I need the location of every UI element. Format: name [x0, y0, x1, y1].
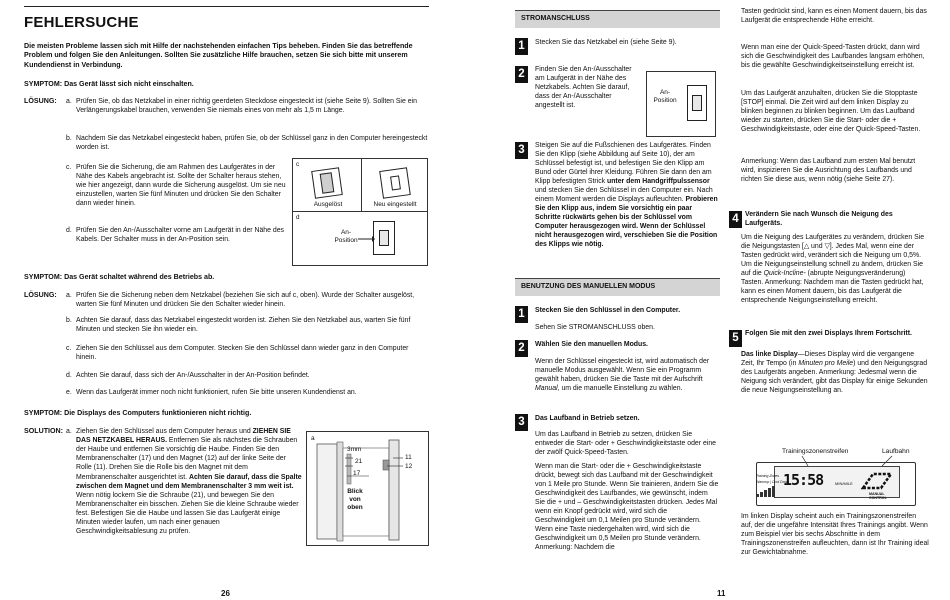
label-3mm: 3mm — [347, 446, 362, 453]
label-21: 21 — [355, 458, 363, 465]
training-zone-label: Trainingszonenstreifen — [782, 448, 849, 455]
manual-step-2: Wählen Sie den manuellen Modus. — [535, 341, 648, 348]
solution-1d: d. Prüfen Sie den An-/Ausschalter vorne am Laufgerät in der Nähe des Kabels. Der Schalter muss in der An-Position sein. — [66, 227, 284, 244]
label-12: 12 — [405, 463, 413, 470]
fig-label-c: c — [296, 161, 300, 168]
manual-step-3: Das Laufband in Betrieb setzen. — [535, 415, 640, 422]
label-11: 11 — [405, 454, 412, 461]
fig-caption-tripped: Ausgelöst — [313, 201, 343, 208]
solution-1b: b. Nachdem Sie das Netzkabel eingesteckt haben, prüfen Sie, ob der Schlüssel ganz in den Computer hereingesteckt worden ist. — [66, 135, 428, 152]
manual-step-1: Stecken Sie den Schlüssel in den Computer. — [535, 307, 681, 314]
power-step-1: Stecken Sie das Netzkabel ein (siehe Seite 9). — [535, 39, 677, 46]
solution-2c: c. Ziehen Sie den Schlüssel aus dem Computer. Stecken Sie den Schlüssel dann wieder ganz in den Computer hinein. — [66, 345, 409, 362]
solution-2e: e. Wenn das Laufgerät immer noch nicht funktioniert, rufen Sie bitte unseren Kundendienst an. — [66, 389, 357, 396]
step-number: 3 — [515, 414, 528, 431]
manual-step-4: Verändern Sie nach Wunsch die Neigung des Laufgeräts. — [745, 211, 893, 227]
loesung-label-1: LÖSUNG: — [24, 97, 57, 105]
tripped-switch-icon — [311, 167, 343, 199]
label-17: 17 — [353, 470, 361, 477]
step-number: 1 — [515, 38, 528, 55]
fig-label-d: d — [296, 214, 300, 221]
step-number: 1 — [515, 306, 528, 323]
fig-caption-on-position: An- Position — [334, 229, 358, 244]
reset-switch-icon — [379, 167, 411, 199]
power-switch-icon — [373, 221, 395, 255]
solution-1c: c. Prüfen Sie die Sicherung, die am Rahmen des Laufgerätes in der Nähe des Kabels angebracht ist. Sollte der Schalter heraus stehen, wie hier angezeigt, dann wurde die Sicherung ausgelöst. Um sie neu einzustellen, warten Sie fünf Minuten und drücken Sie den Schalter dann wieder hinein. — [66, 164, 286, 208]
power-switch-icon — [687, 85, 707, 121]
left-page — [24, 6, 429, 596]
manual-step-2-detail: Wenn der Schlüssel eingesteckt ist, wird automatisch der manuelle Modus ausgewählt. Wenn Sie ein Programm gewählt haben, drücken Sie die Taste mit der Aufschrift Manual, um die manuelle Einstellung zu wählen. — [535, 358, 710, 392]
solution-1a: a. Prüfen Sie, ob das Netzkabel in einer richtig geerdeten Steckdose eingesteckt ist (siehe Seite 9). Sollten Sie ein Verlängerungskabel brauchen, verwenden Sie niemals eines von mehr als 1,5 m Länge. — [66, 98, 417, 115]
on-position-caption: An- Position — [653, 89, 677, 104]
training-zones-tiny: Training Zones — [756, 474, 780, 478]
section-header-manual-mode: BENUTZUNG DES MANUELLEN MODUS — [515, 278, 720, 296]
step-number: 4 — [729, 211, 742, 228]
units-label: MIN/MILE — [835, 481, 853, 486]
manual-step-1-detail: Sehen Sie STROMANSCHLUSS oben. — [535, 324, 655, 331]
col2-para-4: Anmerkung: Wenn das Laufband zum ersten Mal benutzt wird, inspizieren Sie die Ausrichtung des Laufbands und richten Sie diese aus, wenn nötig (siehe Seite 27). — [741, 158, 916, 183]
step-number: 2 — [515, 66, 528, 83]
manual-step-3-detail-2: Wenn man die Start- oder die + Geschwindigkeitstaste drückt, bewegt sich das Laufband mit der Geschwindigkeit von 1 Meile pro Stunde. Wenn Sie trainieren, ändern Sie die Geschwindigkeit des Laufbandes, wie gewünscht, indem Sie die + und – Geschwindigkeitstasten drücken. Jedes Mal wenn ein Knopf gedrückt wird, wird sich die Geschwindigkeit um 0,1 Meilen pro Stunde verändern. Wenn eine Taste niedergehalten wird, wird sich die Geschwindigkeit um 0,5 Meilen pro Stunde verändern. Anmerkung: Nachdem die — [535, 463, 719, 551]
track-icon — [859, 470, 895, 492]
fig-caption-top-view: Blick von oben — [347, 488, 363, 511]
solution-2a: a. Prüfen Sie die Sicherung neben dem Netzkabel (beziehen Sie sich auf c, oben). Wurde der Schalter ausgelöst, warten Sie fünf Minuten und drücken Sie den Schalter wieder hinein. — [66, 292, 415, 309]
section-header-power: STROMANSCHLUSS — [515, 10, 720, 28]
loesung-label-2: LÖSUNG: — [24, 291, 57, 299]
manual-step-5: Folgen Sie mit den zwei Displays Ihrem Fortschritt. — [745, 330, 912, 337]
reed-switch-figure — [306, 431, 429, 546]
fuse-figure — [292, 158, 428, 266]
right-page — [515, 6, 930, 596]
solution-2b: b. Achten Sie darauf, dass das Netzkabel eingesteckt worden ist. Ziehen Sie den Netzkabel aus, warten Sie fünf Minuten und stecken Sie ihn wieder ein. — [66, 317, 411, 334]
col2-para-3: Um das Laufgerät anzuhalten, drücken Sie die Stopptaste [STOP] einmal. Die Zeit wird auf dem linken Display zu blinken beginnen zu blinken beginnen. Um das Laufband wieder zu starten, drücken Sie die Start- oder die + Geschwindigkeitstaste, oder eine der Quick-Speed-Tasten. — [741, 90, 921, 133]
lcd-display — [774, 466, 900, 501]
manual-step-4-detail: Um die Neigung des Laufgerätes zu verändern, drücken Sie die Neigungstasten [△ und ▽]. Jedes Mal, wenn eine der Tasten gedrückt wird, verändert sich die Neigung um 0,5%. Um die Neigungseinstellung schnell zu ändern, drücken Sie auf die Quick-Incline- (abrupte Neigungsveränderung) Tasten. Anmerkung: Nachdem man die Tasten gedrückt hat, kann es einen Moment dauern, bis das Laufgerät die entsprechende Neigungseinstellung erreicht. — [741, 234, 925, 304]
warmup-cooldown-tiny: Warmup | Cool Down — [756, 480, 790, 484]
fig-label-a: a — [311, 435, 315, 442]
symptom-2: SYMPTOM: Das Gerät schaltet während des Betriebs ab. — [24, 273, 215, 281]
console-display-figure — [742, 446, 922, 508]
step-number: 2 — [515, 340, 528, 357]
solution-3a: a. Ziehen Sie den Schlüssel aus dem Computer heraus und ZIEHEN SIE DAS NETZKABEL HERAUS. Entfernen Sie als nächstes die Schrauben der Haube und entfernen Sie vorsichtig die Haube. Finden Sie den Membranenschalter (17) und den Magnet (12) auf der linke Seite der Rolle (11). Drehen Sie die Rolle bis den Magnet mit dem Membranenschalter ausgerichtet ist. Achten Sie darauf, dass die Spalte zwischen dem Magnet und dem Membranenschalter 3 mm weit ist. Wenn nötig lockern Sie die Schraube (21), und bewegen Sie den Membranenschalter ein bisschen. Ziehen Sie die kleine Schraube wieder fest. Befestigen Sie die Haube und lassen Sie das Laufgerät einige Minuten wieder laufen, um nach einer genauen Geschwindigkeitsablesung zu prüfen. — [66, 428, 302, 536]
top-rule — [24, 6, 429, 7]
col2-para-1: Tasten gedrückt sind, kann es einen Moment dauern, bis das Laufgerät die entsprechende Höhe erreicht. — [741, 8, 927, 24]
fig-caption-reset: Neu eingestellt — [373, 201, 417, 208]
power-step-3: Steigen Sie auf die Fußschienen des Laufgerätes. Finden Sie den Klipp (siehe Abbildung auf Seite 10), der am Schlüssel befestigt ist, und befestigen Sie den Klipp am Bund oder Gürtel ihrer Kleidung. Führen Sie dann den am Klipp befestigten Strick unter dem Handgriffpulssensor und stecken Sie den Schlüssel in den Computer ein. Nach einem Moment werden die Displays aufleuchten. Probieren Sie den Klipp aus, indem Sie vorsichtig ein paar Schritte rückwärts gehen bis der Schlüssel vom Computer herausgezogen wird. Wenn der Schlüssel nicht herausgezogen wird, verschieben Sie die Position des Klipps wie nötig. — [535, 142, 718, 248]
col2-para-2: Wenn man eine der Quick-Speed-Tasten drückt, dann wird sich die Geschwindigkeit des Laufbandes langsam erhöhen, bis die gewählte Geschwindigkeitseinstellung erreicht ist. — [741, 44, 925, 69]
page-number-left: 26 — [221, 589, 230, 598]
solution-2d: d. Achten Sie darauf, dass sich der An-/Ausschalter in der An-Position befindet. — [66, 372, 310, 379]
manual-step-3-detail-1: Um das Laufband in Betrieb zu setzen, drücken Sie entweder die Start- oder + Geschwindigkeitstaste oder eine der zwölf Quick-Speed-Tasten. — [535, 431, 716, 456]
manual-step-5-detail: Das linke Display—Dieses Display wird die vergangene Zeit, Ihr Tempo (in Minuten pro Meile) und den Neigungsgrad des Laufgeräts angeben. Anmerkung: Jedesmal wenn die Neigung sich verändert, gibt das Display für einige Sekunden die neue Neigungseinstellung an. — [741, 351, 928, 394]
power-step-2: Finden Sie den An-/Ausschalter am Laufgerät in der Nähe des Netzkabels. Achten Sie darauf, dass der An-/Ausschalter angestellt ist. — [535, 66, 632, 109]
page-number-right: 11 — [717, 589, 726, 598]
step-number: 5 — [729, 330, 742, 347]
arrow-icon — [357, 234, 375, 244]
time-readout: 15:58 — [783, 471, 824, 489]
col2-last-para: Im linken Display scheint auch ein Trainingszonenstreifen auf, der die ungefähre Intensität Ihres Trainings angibt. Wenn zum Beispiel vier bis sechs Abschnitte in dem Trainingszonenstreifen aufleuchten, dann ist Ihr Training ideal zur Gewichtabnahme. — [741, 513, 929, 556]
symptom-1: SYMPTOM: Das Gerät lässt sich nicht einschalten. — [24, 80, 194, 88]
solution-label: SOLUTION: — [24, 427, 64, 435]
track-label: Laufbahn — [882, 448, 910, 455]
manual-control-label: MANUAL CONTROL — [869, 492, 887, 501]
on-position-figure — [646, 71, 716, 137]
page-title: FEHLERSUCHE — [24, 14, 139, 31]
step-number: 3 — [515, 142, 528, 159]
training-zone-bars-icon — [756, 484, 778, 498]
symptom-3: SYMPTOM: Die Displays des Computers funktionieren nicht richtig. — [24, 409, 252, 417]
intro-paragraph: Die meisten Probleme lassen sich mit Hilfe der nachstehenden einfachen Tips beheben. Finden Sie das betreffende Problem und folgen Sie den Anleitungen. Sollten Sie zusätzliche Hilfe brauchen, setzen Sie sich bitte mit unserem Kundendienst in Verbindung. — [24, 42, 413, 69]
